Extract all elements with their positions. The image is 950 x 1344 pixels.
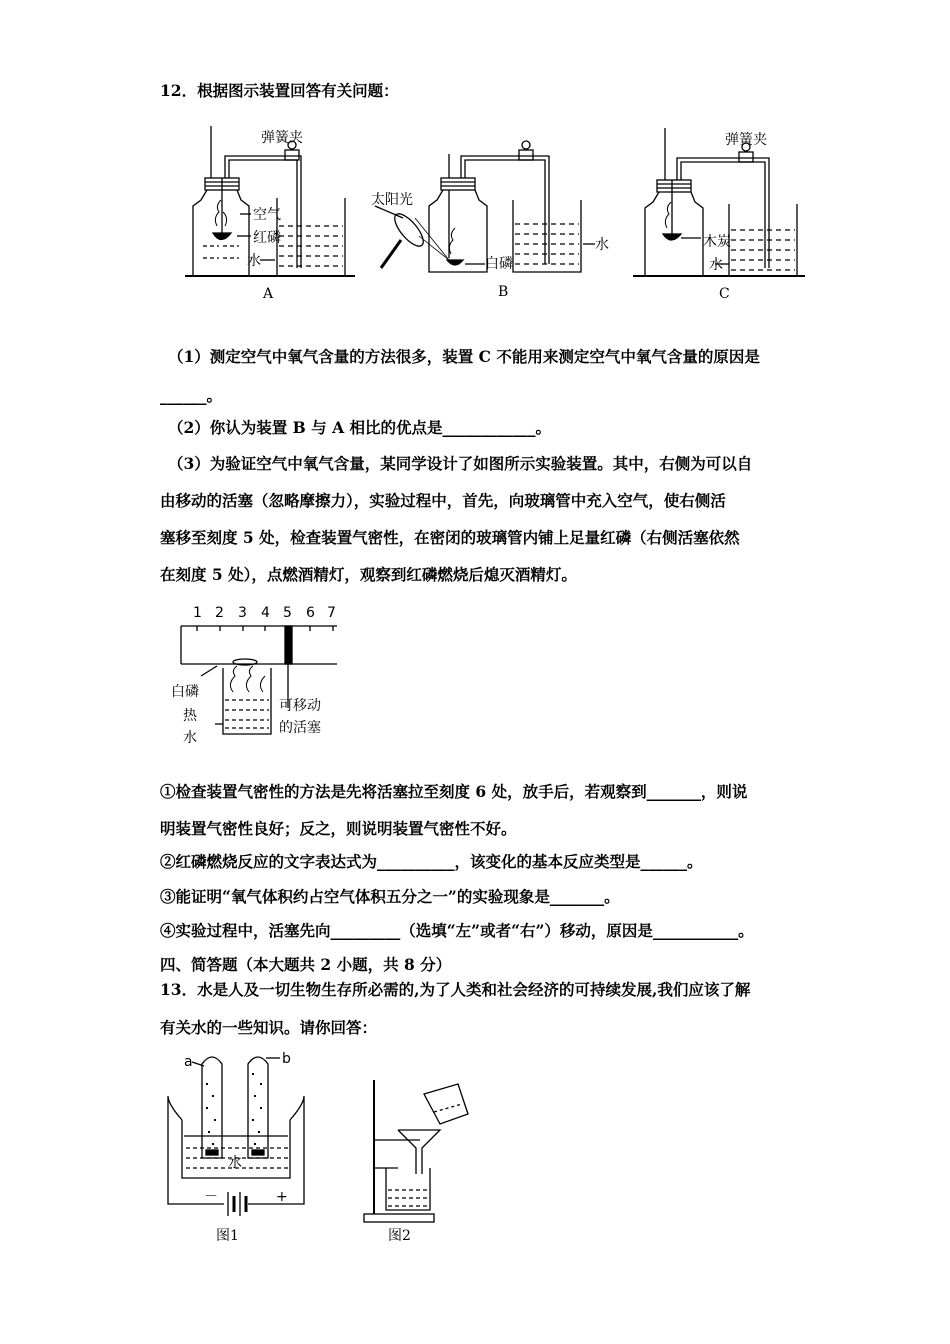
scale-label: 7: [327, 605, 336, 621]
q12-sub2: ②红磷燃烧反应的文字表达式为__________，该变化的基本反应类型是______。: [160, 852, 703, 871]
apparatus-c: [633, 128, 805, 276]
piston: [285, 626, 292, 664]
label-water: 水: [183, 730, 197, 746]
caption-figure-2: 图2: [388, 1228, 411, 1244]
scale-label: 4: [261, 605, 270, 621]
label-white-phosphorus-b: 白磷: [485, 256, 513, 272]
label-air: 空气: [253, 207, 281, 223]
scale-label: 1: [193, 605, 202, 621]
q12-part2: （2）你认为装置 B 与 A 相比的优点是____________。: [168, 418, 551, 437]
filtration-apparatus: [364, 1080, 468, 1222]
q12-sub1-line2: 明装置气密性良好；反之，则说明装置气密性不好。: [160, 819, 517, 838]
label-b: b: [282, 1051, 291, 1067]
label-water-c: 水: [709, 257, 723, 273]
label-water-electrolysis: 水: [228, 1155, 242, 1171]
label-clamp-a: 弹簧夹: [261, 130, 303, 146]
section-4-heading: 四、简答题（本大题共 2 小题，共 8 分）: [160, 955, 452, 974]
scale-label: 5: [283, 605, 292, 621]
q13-line2: 有关水的一些知识。请你回答：: [160, 1018, 378, 1037]
caption-figure-1: 图1: [216, 1228, 239, 1244]
q13-line1: 13．水是人及一切生物生存所必需的,为了人类和社会经济的可持续发展,我们应该了解: [160, 980, 751, 999]
apparatus-a: [185, 126, 355, 276]
label-clamp-c: 弹簧夹: [725, 132, 767, 148]
scale-label: 2: [215, 605, 224, 621]
label-minus: －: [204, 1189, 218, 1205]
glass-tube: [181, 626, 337, 734]
q12-part1-line2: ______。: [160, 386, 223, 405]
scale-label: 3: [238, 605, 247, 621]
label-piston-2: 的活塞: [279, 720, 321, 736]
label-plus: +: [276, 1189, 288, 1205]
label-a: a: [184, 1054, 193, 1070]
q12-part1-line1: （1）测定空气中氧气含量的方法很多，装置 C 不能用来测定空气中氧气含量的原因是: [168, 347, 760, 366]
q12-part3-line2: 由移动的活塞（忽略摩擦力），实验过程中，首先，向玻璃管中充入空气，使右侧活: [160, 491, 726, 510]
label-red-phosphorus: 红磷: [253, 230, 281, 246]
label-sunlight: 太阳光: [371, 192, 413, 208]
caption-c: C: [719, 286, 730, 302]
q12-part3-line3: 塞移至刻度 5 处，检查装置气密性，在密闭的玻璃管内铺上足量红磷（右侧活塞依然: [160, 528, 740, 547]
q12-sub3: ③能证明“氧气体积约占空气体积五分之一”的实验现象是_______。: [160, 887, 620, 906]
q12-sub1-line1: ①检查装置气密性的方法是先将活塞拉至刻度 6 处，放手后，若观察到_______，则说: [160, 782, 748, 801]
label-hot: 热: [183, 708, 197, 724]
label-water-a: 水: [247, 253, 261, 269]
scale-label: 6: [306, 605, 315, 621]
q12-sub4: ④实验过程中，活塞先向_________（选填“左”或者“右”）移动，原因是___________。: [160, 921, 754, 940]
label-water-b: 水: [595, 237, 609, 253]
figure-apparatus-abc: [185, 118, 815, 308]
q12-part3-line1: （3）为验证空气中氧气含量，某同学设计了如图所示实验装置。其中，右侧为可以自: [168, 454, 753, 473]
figure-electrolysis-filtration: [162, 1044, 482, 1244]
caption-a: A: [263, 286, 274, 302]
q12-title: 12．根据图示装置回答有关问题：: [160, 81, 399, 100]
label-charcoal: 木炭: [703, 234, 731, 250]
caption-b: B: [498, 284, 509, 300]
figure-piston-tube: [165, 600, 345, 750]
label-white-phosphorus: 白磷: [171, 684, 199, 700]
q12-part3-line4: 在刻度 5 处），点燃酒精灯，观察到红磷燃烧后熄灭酒精灯。: [160, 565, 577, 584]
label-piston-1: 可移动: [279, 698, 321, 714]
